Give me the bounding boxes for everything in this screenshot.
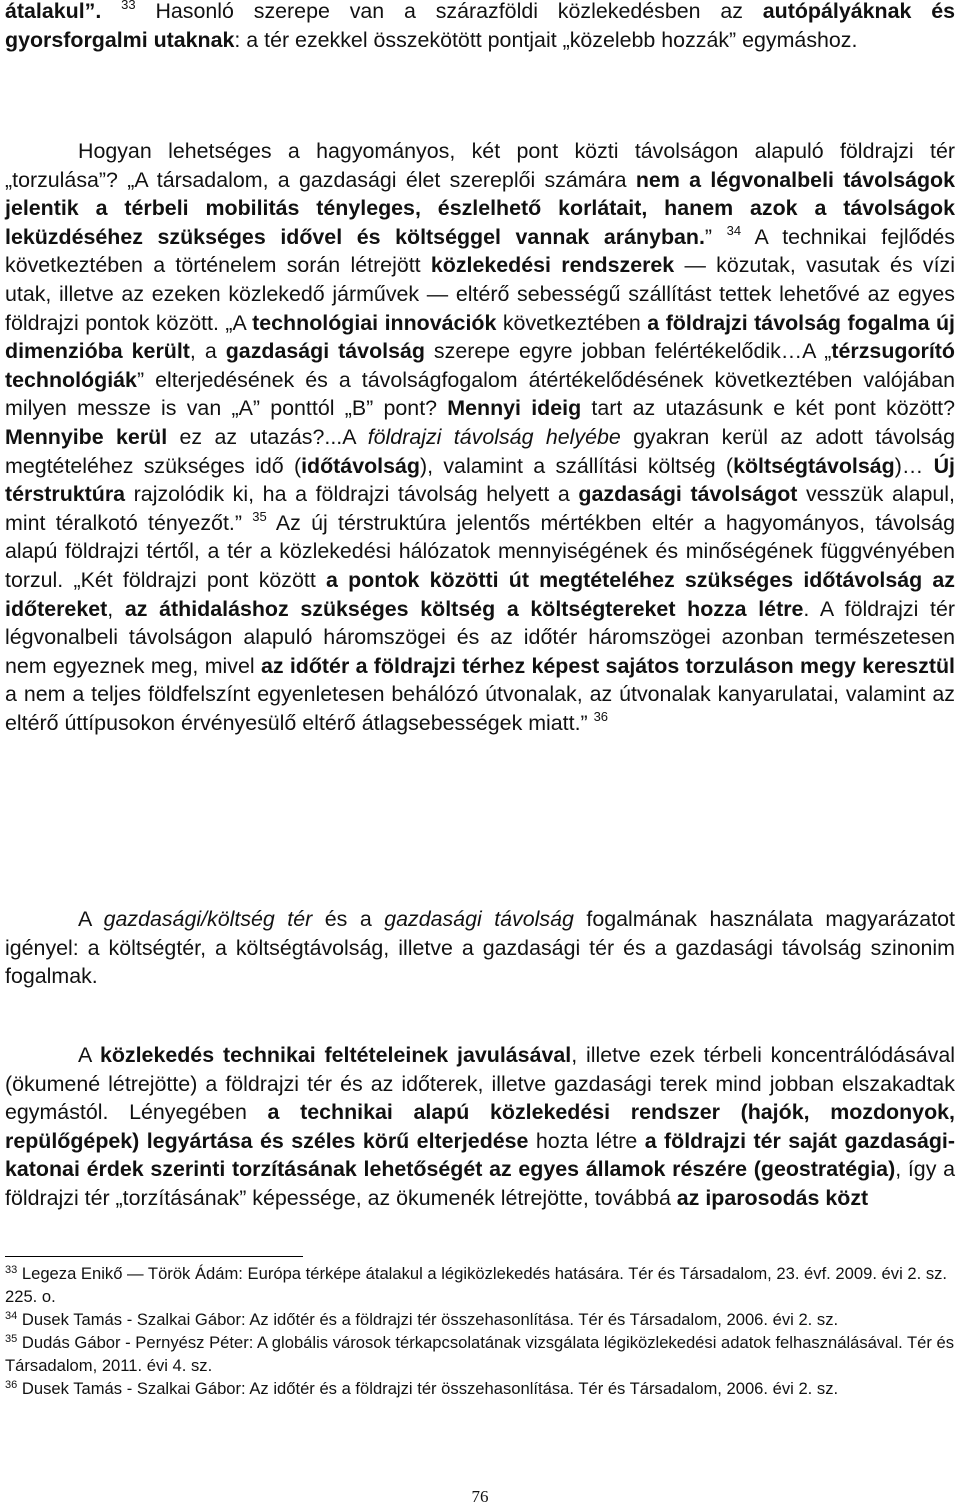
text-run: ” (704, 224, 727, 249)
text-run: Mennyibe kerül (5, 424, 168, 449)
text-run: a pontok közötti út megtételéhez szükséges időtávolság az időtereket (5, 567, 955, 621)
text-run: az iparosodás közt (676, 1185, 869, 1210)
text-run: , (107, 596, 125, 621)
footnote-text: Dusek Tamás - Szalkai Gábor: Az időtér és a földrajzi tér összehasonlítása. Tér és Társadalom, 2006. évi 2. sz. (17, 1379, 839, 1398)
text-run: Új térstruktúra (5, 453, 955, 507)
text-run: költségtávolság (733, 453, 895, 478)
text-run: , illetve ezek térbeli koncentrálódásával (ökumené létrejötte) a földrajzi tér és az időterek, illetve gazdasági terek mind jobban elszakadtak egymástól. Lényegében (5, 1043, 955, 1125)
text-run: közlekedés technikai feltételeinek javulásával (99, 1043, 572, 1067)
text-run: szerepe egyre jobban felértékelődik…A „ (424, 339, 832, 364)
text-run: ez az utazás?...A (167, 424, 368, 449)
text-run: Hasonló szerepe van a szárazföldi közlekedésben az (135, 0, 763, 23)
footnote-text: Legeza Enikő — Török Ádám: Európa térképe átalakul a légiközlekedés hatására. Tér és Társadalom, 23. évf. 2009. évi 2. sz. 225. o. (5, 1264, 948, 1306)
text-run (101, 0, 121, 23)
text-run: Az új térstruktúra jelentős mértékben eltér a hagyományos, távolság alapú földrajzi tértől, a tér a közlekedési hálózatok mennyiségének és minőségének függvényében torzul. „Két földrajzi pont között (5, 510, 955, 592)
text-run: autópályáknak és gyorsforgalmi utaknak (5, 0, 955, 52)
footnote-text: Dusek Tamás - Szalkai Gábor: Az időtér és a földrajzi tér összehasonlítása. Tér és Társadalom, 2006. évi 2. sz. (17, 1310, 839, 1329)
text-run: — közutak, vasutak és vízi utak, illetve az ezeken közlekedő járművek — eltérő sebességű szállítást tettek lehetővé az egyes földrajzi pontok között. „A (5, 253, 955, 335)
text-run: ), valamint a szállítási költség ( (419, 453, 734, 478)
footnote-35 (5, 1331, 955, 1377)
text-run: nem a légvonalbeli távolságok jelentik a térbeli mobilitás tényleges, észlelhető korlátait, hanem azok a távolságok leküzdéséhez szükséges idővel és költséggel vannak arányban. (5, 167, 956, 249)
page-number: 76 (471, 1487, 489, 1506)
text-run: a nem a teljes földfelszínt egyenletesen behálózó útvonalak, az útvonalak kanyarulatai, valamint az eltérő úttípusokon érvényesülő eltérő átlagsebességek miatt.” (5, 682, 955, 735)
text-run: A (78, 1043, 100, 1067)
paragraph-1 (5, 0, 955, 54)
footnote-ref: 35 (252, 508, 267, 524)
footnote-ref: 33 (121, 0, 136, 12)
paragraph-4 (5, 1041, 955, 1213)
footnote-number: 34 (5, 1310, 18, 1322)
text-run: az időtér a földrajzi térhez képest sajátos torzuláson megy keresztül (260, 653, 955, 678)
footnote-33 (5, 1262, 955, 1308)
paragraph-2 (5, 137, 955, 737)
text-run: )… (894, 453, 934, 478)
text-run: A (78, 907, 104, 931)
text-run: térzsugorító technológiák (5, 339, 955, 392)
text-run: átalakul”. (5, 0, 102, 23)
text-run: rajzolódik ki, ha a földrajzi távolság helyett a (125, 482, 579, 507)
text-run: gazdasági/költség tér (103, 907, 313, 931)
text-run: az áthidaláshoz szükséges költség a költségtereket hozza létre (124, 596, 804, 621)
text-run: , így a földrajzi tér „torzításának” képessége, az ökumenék létrejötte, továbbá (5, 1157, 955, 1210)
text-run: : a tér ezekkel összekötött pontjait „közelebb hozzák” egymáshoz. (234, 27, 858, 52)
footnote-ref: 36 (593, 708, 609, 724)
text-run: fogalmának használata magyarázatot igényel: a költségtér, a költségtávolság, illetve a gazdasági tér és a gazdasági távolság szinonim fogalmak. (5, 907, 955, 989)
text-run: A technikai fejlődés következtében a történelem során létrejött (5, 224, 955, 278)
text-run: Hogyan lehetséges a hagyományos, két pont közti távolságon alapuló földrajzi tér „torzulása”? „A társadalom, a gazdasági élet szereplői számára (5, 139, 955, 192)
footnote-number: 36 (5, 1379, 18, 1391)
text-run: , a (189, 339, 226, 364)
text-run: technológiai innovációk (252, 310, 497, 335)
paragraph-3 (5, 905, 955, 991)
footnote-number: 35 (5, 1333, 18, 1345)
text-run: és a (312, 907, 385, 931)
text-run: a földrajzi tér saját gazdasági-katonai érdek szerinti torzításának lehetőségét az egyes államok részére (geostratégia) (5, 1128, 955, 1182)
text-run: közlekedési rendszerek (430, 253, 675, 278)
footnote-text: Dudás Gábor - Pernyész Péter: A globális városok térkapcsolatának vizsgálata légiközlekedési adatok felhasználásával. Tér és Társadalom, 2011. évi 4. sz. (5, 1333, 955, 1375)
text-run: gazdasági távolság (384, 907, 574, 931)
text-run: hozta létre (528, 1128, 645, 1153)
text-run: a földrajzi távolság fogalma új dimenzióba került (5, 310, 955, 364)
footnote-36 (5, 1377, 955, 1400)
footnote-ref: 34 (726, 222, 742, 238)
text-run: a technikai alapú közlekedési rendszer (hajók, mozdonyok, repülőgépek) legyártása és széles körű elterjedése (5, 1100, 955, 1153)
text-run: gazdasági távolság (225, 339, 425, 364)
text-run: földrajzi távolság helyébe (367, 424, 621, 449)
text-run: ” elterjedésének és a távolságfogalom átértékelődésének következtében valójában milyen messze is van „A” ponttól „B” pont? (5, 367, 955, 421)
text-run: . A földrajzi tér légvonalbeli távolságon alapuló háromszögei és az időtér háromszögei azonban természetesen nem egyeznek meg, mivel (5, 596, 955, 678)
text-run: gazdasági távolságot (578, 482, 798, 507)
text-run: tart az utazásunk e két pont között? (581, 396, 956, 421)
text-run: Mennyi ideig (447, 396, 582, 421)
text-run: következtében (496, 310, 648, 335)
footnote-34 (5, 1308, 955, 1331)
text-run: vesszük alapul, mint téralkotó tényezőt.” (5, 482, 955, 535)
footnotes (5, 1262, 955, 1400)
text-run: időtávolság (301, 453, 420, 478)
footnote-separator (5, 1256, 303, 1257)
footnote-number: 33 (5, 1264, 18, 1276)
text-run: gyakran kerül az adott távolság megtételéhez szükséges idő ( (5, 424, 955, 478)
